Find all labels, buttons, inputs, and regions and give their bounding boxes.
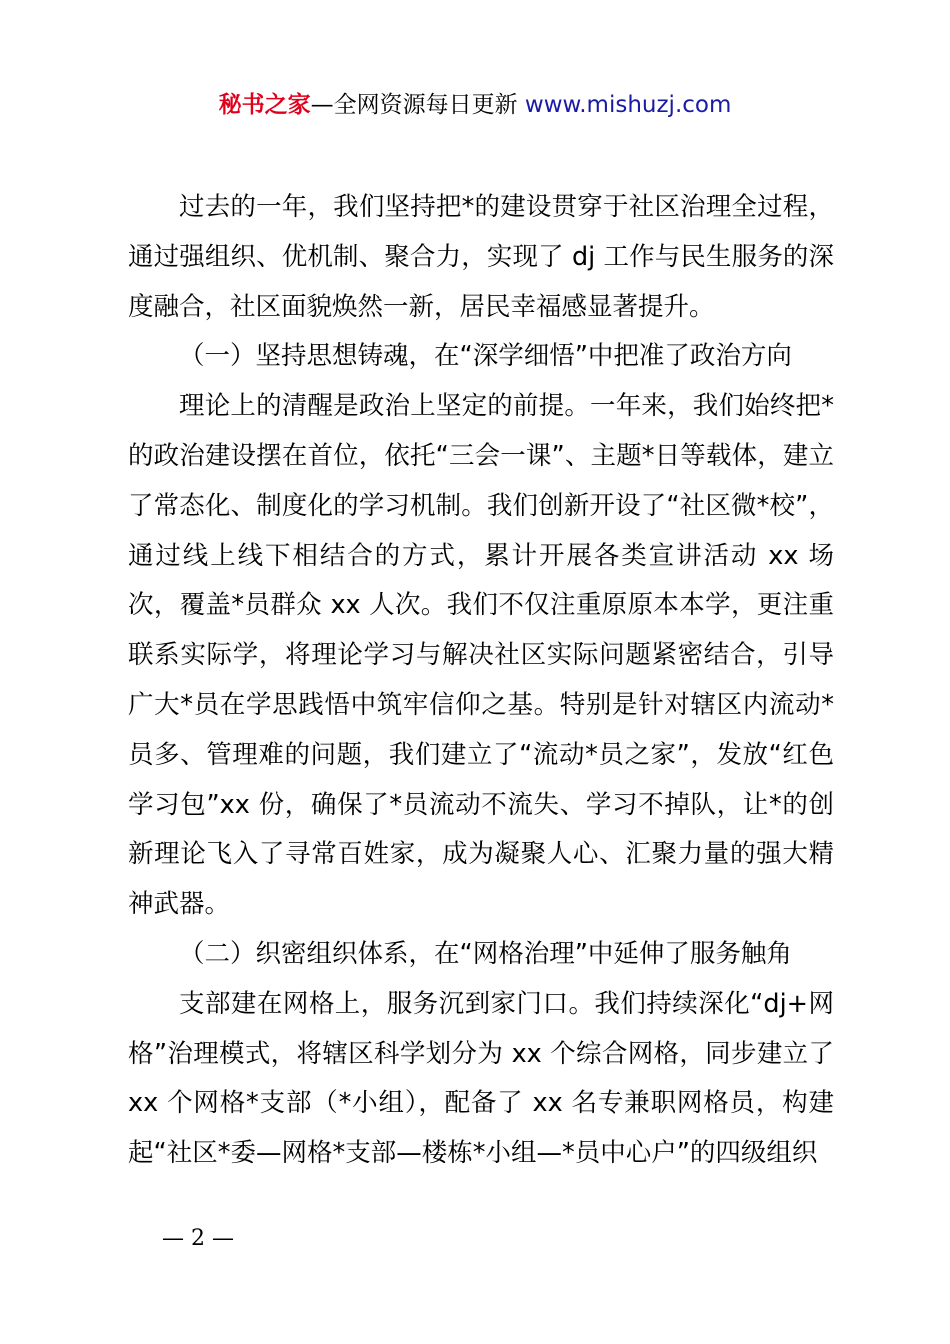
document-body — [128, 183, 834, 1179]
section-heading-2: （二）织密组织体系，在“网格治理”中延伸了服务触角 — [179, 938, 792, 969]
site-url-link[interactable]: www.mishuzj.com — [524, 92, 732, 118]
section-heading-1: （一）坚持思想铸魂，在“深学细悟”中把准了政治方向 — [179, 341, 792, 372]
site-banner — [0, 88, 950, 122]
page-number: — 2 — — [162, 1226, 234, 1251]
section-2-paragraph: 支部建在网格上，服务沉到家门口。我们持续深化“dj+网格”治理模式，将辖区科学划分为 xx 个综合网格，同步建立了 xx 个网格*支部（*小组），配备了 xx 名专兼职网格员，构建起“社区*委—网格*支部—楼栋*小组—*员中心户”的四级组织 — [128, 988, 834, 1169]
intro-paragraph: 过去的一年，我们坚持把*的建设贯穿于社区治理全过程，通过强组织、优机制、聚合力，实现了 dj 工作与民生服务的深度融合，社区面貌焕然一新，居民幸福感显著提升。 — [128, 192, 834, 322]
section-1-paragraph: 理论上的清醒是政治上坚定的前提。一年来，我们始终把*的政治建设摆在首位，依托“三会一课”、主题*日等载体，建立了常态化、制度化的学习机制。我们创新开设了“社区微*校”，通过线上线下相结合的方式，累计开展各类宣讲活动 xx 场次，覆盖*员群众 xx 人次。我们不仅注重原原本本学，更注重联系实际学，将理论学习与解决社区实际问题紧密结合，引导广大*员在学思践悟中筑牢信仰之基。特别是针对辖区内流动*员多、管理难的问题，我们建立了“流动*员之家”，发放“红色学习包”xx 份，确保了*员流动不流失、学习不掉队，让*的创新理论飞入了寻常百姓家，成为凝聚人心、汇聚力量的强大精神武器。 — [128, 391, 834, 920]
banner-tagline: —全网资源每日更新 — [310, 92, 518, 118]
brand-name: 秘书之家 — [218, 92, 311, 118]
